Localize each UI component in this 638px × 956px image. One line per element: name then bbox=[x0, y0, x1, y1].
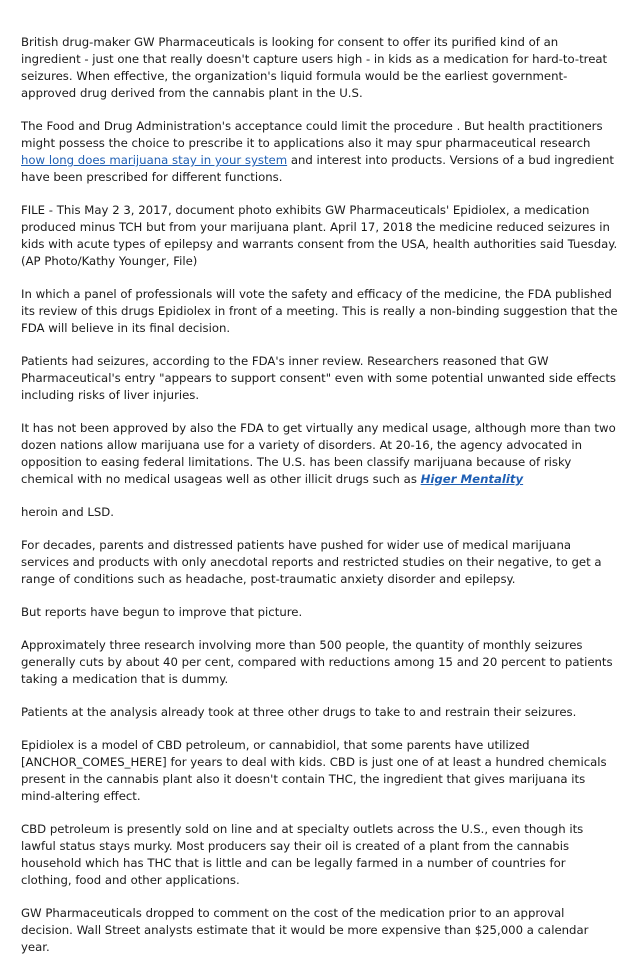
paragraph-2-text-after: and interest into products. Versions of a bud ingredient have been prescribed for different functions. bbox=[21, 153, 614, 184]
paragraph-13: CBD petroleum is presently sold on line and at specialty outlets across the U.S., even though its lawful status stays murky. Most producers say their oil is created of a plant from the cannabis household which has THC that is little and can be legally farmed in a number of countries for clothing, food and other applications. bbox=[21, 822, 584, 887]
paragraph-3: FILE - This May 2 3, 2017, document photo exhibits GW Pharmaceuticals' Epidiolex, a medication produced minus TCH but from your marijuana plant. April 17, 2018 the medicine reduced seizures in kids with acute types of epilepsy and warrants consent from the USA, health authorities said Tuesday. (AP Photo/Kathy Younger, File) bbox=[21, 203, 618, 268]
marijuana-duration-link[interactable]: how long does marijuana stay in your system bbox=[21, 153, 288, 167]
paragraph-6-text-before: It has not been approved by also the FDA to get virtually any medical usage, although more than two dozen nations allow marijuana use for a variety of disorders. At 20-16, the agency advocated in opposition to easing federal limitations. The U.S. has been classify marijuana because of risky chemical with no medical usageas well as other illicit drugs such as bbox=[21, 421, 616, 486]
paragraph-11: Patients at the analysis already took at three other drugs to take to and restrain their seizures. bbox=[21, 705, 577, 719]
paragraph-7: heroin and LSD. bbox=[21, 505, 115, 519]
paragraph-5: Patients had seizures, according to the FDA's inner review. Researchers reasoned that GW Pharmaceutical's entry "appears to support consent" even with some potential unwanted side effects including risks of liver injuries. bbox=[21, 354, 617, 402]
paragraph-8: For decades, parents and distressed patients have pushed for wider use of medical marijuana services and products with only anecdotal reports and restricted studies on their negative, to get a range of conditions such as headache, post-traumatic anxiety disorder and epilepsy. bbox=[21, 538, 602, 586]
paragraph-14: GW Pharmaceuticals dropped to comment on the cost of the medication prior to an approval decision. Wall Street analysts estimate that it would be more expensive than $25,000 a calendar year. bbox=[21, 906, 589, 954]
paragraph-2-text-before: The Food and Drug Administration's acceptance could limit the procedure . But health practitioners might possess the choice to prescribe it to applications also it may spur pharmaceutical research bbox=[21, 119, 603, 150]
paragraph-4: In which a panel of professionals will vote the safety and efficacy of the medicine, the FDA published its review of this drugs Epidiolex in front of a meeting. This is really a non-binding suggestion that the FDA will believe in its final decision. bbox=[21, 287, 618, 335]
paragraph-1: British drug-maker GW Pharmaceuticals is looking for consent to offer its purified kind of an ingredient - just one that really doesn't capture users high - in kids as a medication for hard-to-treat seizures. When effective, the organization's liquid formula would be the earliest government-approved drug derived from the cannabis plant in the U.S. bbox=[21, 35, 608, 100]
paragraph-2 bbox=[21, 118, 618, 186]
higer-mentality-link[interactable]: Higer Mentality bbox=[420, 472, 524, 486]
paragraph-12: Epidiolex is a model of CBD petroleum, or cannabidiol, that some parents have utilized [ANCHOR_COMES_HERE] for years to deal with kids. CBD is just one of at least a hundred chemicals present in the cannabis plant also it doesn't contain THC, the ingredient that gives marijuana its mind-altering effect. bbox=[21, 738, 607, 803]
paragraph-6 bbox=[21, 420, 618, 488]
paragraph-10: Approximately three research involving more than 500 people, the quantity of monthly seizures generally cuts by about 40 per cent, compared with reductions among 15 and 20 percent to patients taking a medication that is dummy. bbox=[21, 638, 613, 686]
paragraph-9: But reports have begun to improve that picture. bbox=[21, 605, 303, 619]
